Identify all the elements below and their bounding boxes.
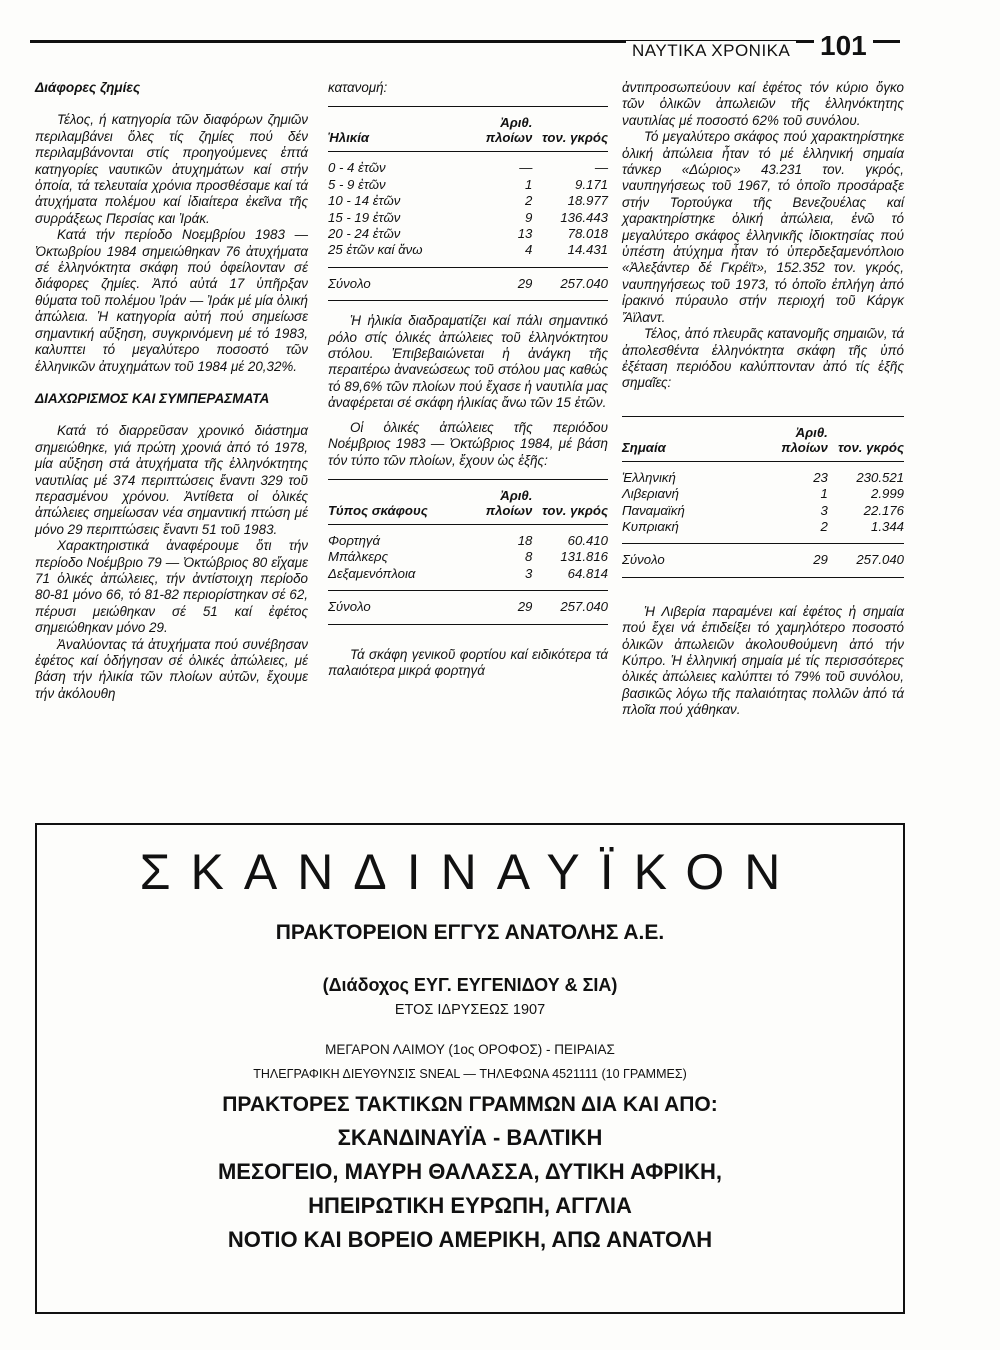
- ad-route: ΜΕΣΟΓΕΙΟ, ΜΑΥΡΗ ΘΑΛΑΣΣΑ, ΔΥΤΙΚΗ ΑΦΡΙΚΗ,: [217, 1159, 723, 1184]
- table-header: Ἀριθ. πλοίων: [763, 416, 828, 461]
- ad-telegraph: ΤΗΛΕΓΡΑΦΙΚΗ ΔΙΕΥΘΥΝΣΙΣ SNEAL — ΤΗΛΕΦΩΝΑ 4521111 (10 ΓΡΑΜΜΕΣ): [253, 1067, 687, 1081]
- paragraph: Ἡ Λιβερία παραμένει καί ἐφέτος ἡ σημαία πού ἔχει νά ἐπιδείξει τό χαμηλότερο ποσοστό ὁλικῶν ἀπωλειῶν ἀκολουθούμενη ἀπό τήν Κύπρο. Ἡ ἑλληνική σημαία μέ τίς περισσότερες ὁλικές ἀπώλειες καλύπτει τό 79% τοῦ συνόλου, βασικῶς λόγω τῆς παλαιότητας πολλῶν ἀπό τά πλοῖα πού χάθηκαν.: [622, 603, 904, 718]
- table-header: Ἀριθ. πλοίων: [468, 479, 532, 524]
- table-header: Σημαία: [622, 416, 763, 461]
- paragraph: κατανομή:: [328, 80, 388, 95]
- table-header: Τύπος σκάφους: [328, 479, 468, 524]
- column-1: [35, 80, 308, 702]
- ad-brand: ΣΚΑΝΔΙΝΑΥΪΚΟΝ: [139, 844, 801, 900]
- advertisement-box: [35, 823, 905, 1314]
- paragraph: Τέλος, ἀπό πλευρᾶς κατανομῆς σημαιῶν, τά ἀπολεσθέντα ἑλληνόκτητα σκάφη τῆς ὑπό ἐξέταση περιόδου καλύπτονταν ἀπό τίς ἑξῆς σημαῖες:: [622, 326, 904, 391]
- table-row: 15 - 19 ἐτῶν 9 136.443: [328, 209, 608, 225]
- ad-route: ΝΟΤΙΟ ΚΑΙ ΒΟΡΕΙΟ ΑΜΕΡΙΚΗ, ΑΠΩ ΑΝΑΤΟΛΗ: [227, 1227, 713, 1252]
- table-header: τον. γκρός: [828, 416, 904, 461]
- table-header: Ἀριθ. πλοίων: [468, 107, 532, 152]
- paragraph: ἀντιπροσωπεύουν καί ἐφέτος τόν κύριο ὄγκο τῶν ὁλικῶν ἀπωλειῶν τῆς ἑλληνόκτητης ναυτιλίας μέ ποσοστό 62% τοῦ συνόλου.: [622, 80, 904, 128]
- table-row: Λιβεριανή 1 2.999: [622, 486, 904, 502]
- magazine-title: ΝΑΥΤΙΚΑ ΧΡΟΝΙΚΑ: [626, 41, 796, 61]
- table-header: τον. γκρός: [532, 479, 608, 524]
- column-3: [622, 80, 904, 719]
- table-total-row: Σύνολο 29 257.040: [328, 267, 608, 300]
- section-heading: ΔΙΑΧΩΡΙΣΜΟΣ ΚΑΙ ΣΥΜΠΕΡΑΣΜΑΤΑ: [35, 390, 270, 406]
- flag-table: [622, 416, 904, 578]
- paragraph: Τό μεγαλύτερο σκάφος πού χαρακτηρίστηκε ὁλική ἀπώλεια ἦταν τό μέ ἑλληνική σημαία τάνκερ «Δώριος» 43.231 τον. γκρός, ναυπηγήσεως τοῦ 1967, τό ὁποῖο προσάραξε στήν Τορτούγκα τῆς Βενεζουέλας καί χαρακτηρίστηκε ὁλική ἀπώλεια, ἐνῶ τό μεγαλύτερο σκάφος ἑλληνικῆς ἰδιοκτησίας πού ὑπέστη ἀτύχημα ἦταν τό ὑπερδεξαμενόπλοιο «Ἀλεξάντερ δέ Γκρέϊτ», 152.352 τον. γκρός, ναυπηγήσεως τοῦ 1973, τό ὁποῖο ἐπλήγη ἀπό ἰρακινό πύραυλο στήν περιοχή τοῦ Κάργκ Ἄϊλαντ.: [622, 129, 904, 325]
- table-row: Παναμαϊκή 3 22.176: [622, 502, 904, 518]
- table-row: 5 - 9 ἐτῶν 1 9.171: [328, 176, 608, 192]
- age-table: [328, 106, 608, 301]
- table-row: 25 ἐτῶν καί ἄνω 4 14.431: [328, 242, 608, 258]
- paragraph: Τά σκάφη γενικοῦ φορτίου καί ειδικότερα τά παλαιότερα μικρά φορτηγά: [328, 646, 608, 678]
- paragraph: Τέλος, ή κατηγορία τῶν διαφόρων ζημιῶν περιλαμβάνει ὅλες τίς ζημίες πού δέν περιλαμβάνονται στίς προηγούμενες ἑπτά κατηγορίες ναυτικῶν ἀτυχημάτων καί στήν ὁποία, τά τελευταία χρόνια προσθέσαμε καί τά ἀτυχήματα πολέμου καί ἰδιαίτερα ἐκεῖνα τῆς συρράξεως Περσίας και Ἰράκ.: [35, 112, 308, 226]
- table-header: Ἡλικία: [328, 107, 468, 152]
- page-number: 101: [814, 30, 873, 62]
- ship-type-table: [328, 479, 608, 625]
- paragraph: Χαρακτηριστικά ἀναφέρουμε ὅτι τήν περίοδο Νοέμβριο 79 — Ὀκτώβριος 80 εἴχαμε 71 ὁλικές ἀπώλειες, τήν ἀντίστοιχη περίοδο 80-81 μόνο 66, τό 81-82 περιορίστηκαν σέ 62, πέρυσι μειώθηκαν σέ 51 καί ἐφέτος σημειώθηκαν μόνο 29.: [35, 538, 308, 636]
- paragraph: Ἡ ἡλικία διαδραματίζει καί πάλι σημαντικό ρόλο στίς ὁλικές ἀπώλειες τοῦ ἑλληνόκτητου στόλου. Ἐπιβεβαιώνεται ἡ ἀνάγκη τῆς περαιτέρω ἀνανεώσεως τοῦ στόλου μας καθώς τό 89,6% τῶν πλοίων πού ἔχασε ἡ ναυτιλία μας ἀναφέρεται σέ σκάφη ἡλικίας ἄνω τῶν 15 ἐτῶν.: [328, 313, 608, 411]
- page-header: [30, 28, 900, 64]
- column-2: [328, 80, 608, 679]
- ad-successor: (Διάδοχος ΕΥΓ. ΕΥΓΕΝΙΔΟΥ & ΣΙΑ): [322, 975, 618, 995]
- ad-route: ΣΚΑΝΔΙΝΑΥΪΑ - ΒΑΛΤΙΚΗ: [337, 1125, 603, 1150]
- table-header: τον. γκρός: [532, 107, 608, 152]
- table-row: Δεξαμενόπλοια 3 64.814: [328, 565, 608, 581]
- table-row: Ἑλληνική 23 230.521: [622, 469, 904, 485]
- ad-established: ΕΤΟΣ ΙΔΡΥΣΕΩΣ 1907: [394, 1002, 546, 1018]
- table-total-row: Σύνολο 29 257.040: [622, 544, 904, 577]
- paragraph: Οἱ ὁλικές ἀπώλειες τῆς περιόδου Νοέμβριος 1983 — Ὀκτώβριος 1984, μέ βάση τόν τύπο τῶν πλοίων, ἔχουν ὡς ἑξῆς:: [328, 419, 608, 468]
- ad-address: ΜΕΓΑΡΟΝ ΛΑΙΜΟΥ (1ος ΟΡΟΦΟΣ) - ΠΕΙΡΑΙΑΣ: [325, 1042, 615, 1057]
- table-row: Μπάλκερς 8 131.816: [328, 549, 608, 565]
- paragraph: Κατά τήν περίοδο Νοεμβρίου 1983 — Ὀκτωβρίου 1984 σημειώθηκαν 76 ἀτυχήματα σέ ἑλληνόκτητα σκάφη πού ὀφείλονταν σέ διάφορες ζημίες. Ἀπό αὐτά 17 ὑπῆρξαν θύματα τοῦ πολέμου Ἰράν — Ἰράκ μέ μία ὁλική ἀπώλεια. Ἡ κατηγορία αὐτή πού σημείωσε σημαντική αὔξηση, συγκρινόμενη μέ τό 1983, καλυπτει τό μεγαλύτερο ποσοστό τῶν ἑλληνικῶν ἀτυχημάτων τοῦ 1984 μέ 20,32%.: [35, 227, 308, 374]
- paragraph: Κατά τό διαρρεῦσαν χρονικό διάστημα σημειώθηκε, γιά πρώτη χρονιά ἀπό τό 1978, μία αὔξηση στά ἀτυχήματα τῆς ἑλληνόκτητης ναυτιλίας μέ 374 περιπτώσεις ἔναντι 329 τοῦ περασμένου χρόνου. Ἀντίθετα οἱ ὁλικές ἀπώλειες σημείωσαν νέα σημαντική πτώση μέ μόνο 29 περιπτώσεις ἔναντι 51 τοῦ 1983.: [35, 423, 308, 537]
- table-row: Φορτηγά 18 60.410: [328, 532, 608, 548]
- ad-agents-heading: ΠΡΑΚΤΟΡΕΣ ΤΑΚΤΙΚΩΝ ΓΡΑΜΜΩΝ ΔΙΑ ΚΑΙ ΑΠΟ:: [222, 1093, 718, 1116]
- ad-company: ΠΡΑΚΤΟΡΕΙΟΝ ΕΓΓΥΣ ΑΝΑΤΟΛΗΣ Α.Ε.: [275, 921, 665, 944]
- section-heading: Διάφορες ζημίες: [35, 80, 141, 95]
- table-row: 20 - 24 ἐτῶν 13 78.018: [328, 226, 608, 242]
- table-row: 10 - 14 ἐτῶν 2 18.977: [328, 193, 608, 209]
- ad-route: ΗΠΕΙΡΩΤΙΚΗ ΕΥΡΩΠΗ, ΑΓΓΛΙΑ: [308, 1193, 632, 1218]
- table-row: Κυπριακή 2 1.344: [622, 518, 904, 534]
- table-row: 0 - 4 ἐτῶν — —: [328, 160, 608, 176]
- paragraph: Ἀναλύοντας τά ἀτυχήματα πού συνέβησαν ἐφέτος καί ὁδήγησαν σέ ὁλικές ἀπώλειες, μέ βάση τήν ἡλικία τῶν πλοίων αὐτῶν, ἔχουμε τήν ἀκόλουθη: [35, 636, 308, 701]
- table-total-row: Σύνολο 29 257.040: [328, 591, 608, 624]
